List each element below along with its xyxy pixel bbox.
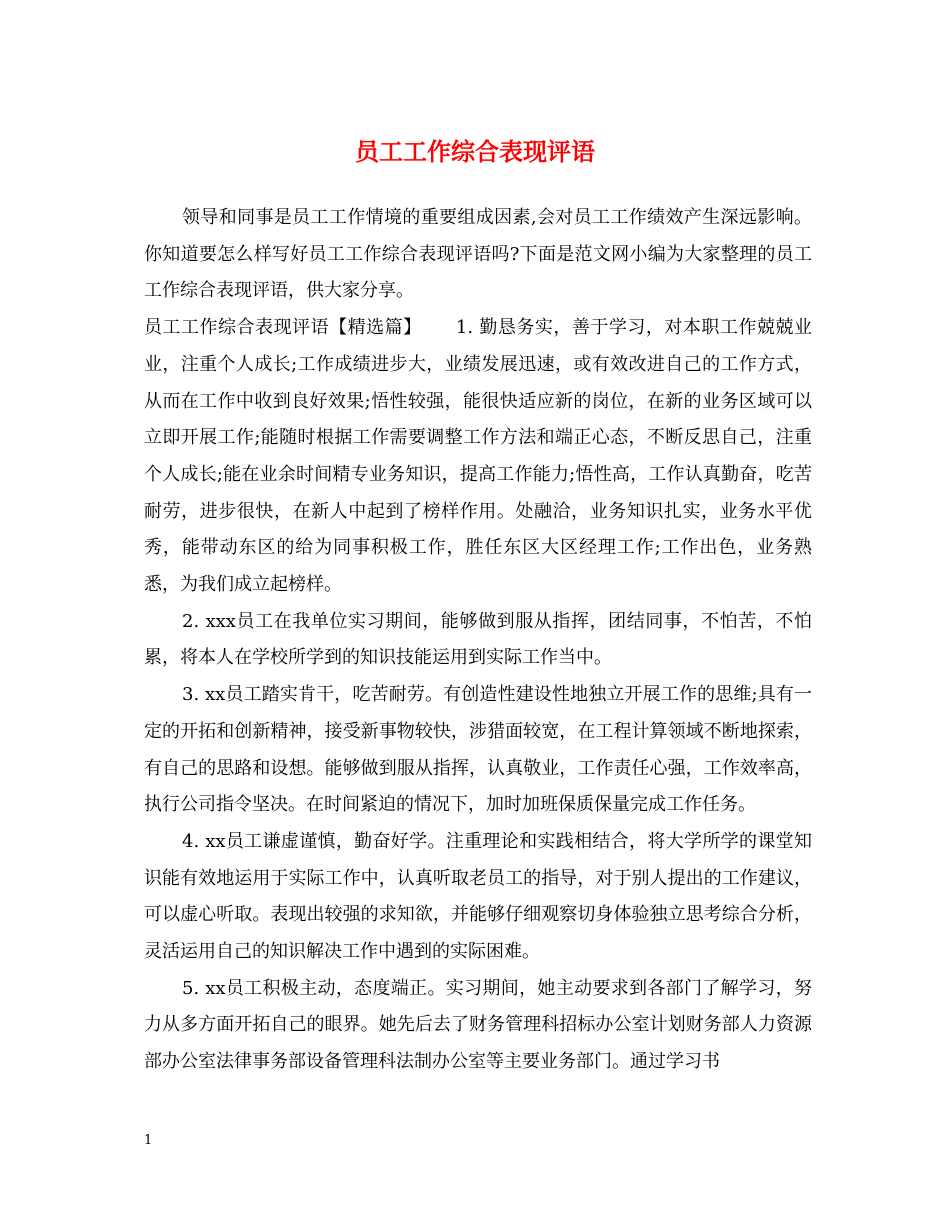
item-3-paragraph: 3. xx员工踏实肯干，吃苦耐劳。有创造性建设性地独立开展工作的思维;具有一定的开拓和创新精神，接受新事物较快，涉猎面较宽，在工程计算领域不断地探索，有自己的思路和设想。能够做到服从指挥，认真敬业，工作责任心强，工作效率高，执行公司指令坚决。在时间紧迫的情况下，加时加班保质保量完成工作任务。	[144, 684, 812, 816]
page-number: 1	[144, 1133, 153, 1148]
item-5-paragraph: 5. xx员工积极主动，态度端正。实习期间，她主动要求到各部门了解学习，努力从多方面开拓自己的眼界。她先后去了财务管理科招标办公室计划财务部人力资源部办公室法律事务部设备管理科法制办公室等主要业务部门。通过学习书	[144, 977, 812, 1073]
item-4-paragraph: 4. xx员工谦虚谨慎，勤奋好学。注重理论和实践相结合，将大学所学的课堂知识能有效地运用于实际工作中，认真听取老员工的指导，对于别人提出的工作建议，可以虚心听取。表现出较强的求知欲，并能够仔细观察切身体验独立思考综合分析，灵活运用自己的知识解决工作中遇到的实际困难。	[144, 830, 812, 963]
document-body	[144, 200, 812, 1081]
section-heading-and-item-1: 员工工作综合表现评语【精选篇】 1. 勤恳务实，善于学习，对本职工作兢兢业业，注重个人成长;工作成绩进步大，业绩发展迅速，或有效改进自己的工作方式，从而在工作中收到良好效果;悟性较强，能很快适应新的岗位，在新的业务区域可以立即开展工作;能随时根据工作需要调整工作方法和端正心态，不断反思自己，注重个人成长;能在业余时间精专业务知识，提高工作能力;悟性高，工作认真勤奋，吃苦耐劳，进步很快，在新人中起到了榜样作用。处融洽，业务知识扎实，业务水平优秀，能带动东区的给为同事积极工作，胜任东区大区经理工作;工作出色，业务熟悉，为我们成立起榜样。	[144, 317, 812, 596]
intro-paragraph: 领导和同事是员工工作情境的重要组成因素,会对员工工作绩效产生深远影响。你知道要怎么样写好员工工作综合表现评语吗?下面是范文网小编为大家整理的员工工作综合表现评语，供大家分享。	[144, 207, 812, 302]
item-2-paragraph: 2. xxx员工在我单位实习期间，能够做到服从指挥，团结同事，不怕苦，不怕累，将本人在学校所学到的知识技能运用到实际工作当中。	[144, 610, 812, 669]
document-title: 员工工作综合表现评语	[355, 137, 595, 166]
